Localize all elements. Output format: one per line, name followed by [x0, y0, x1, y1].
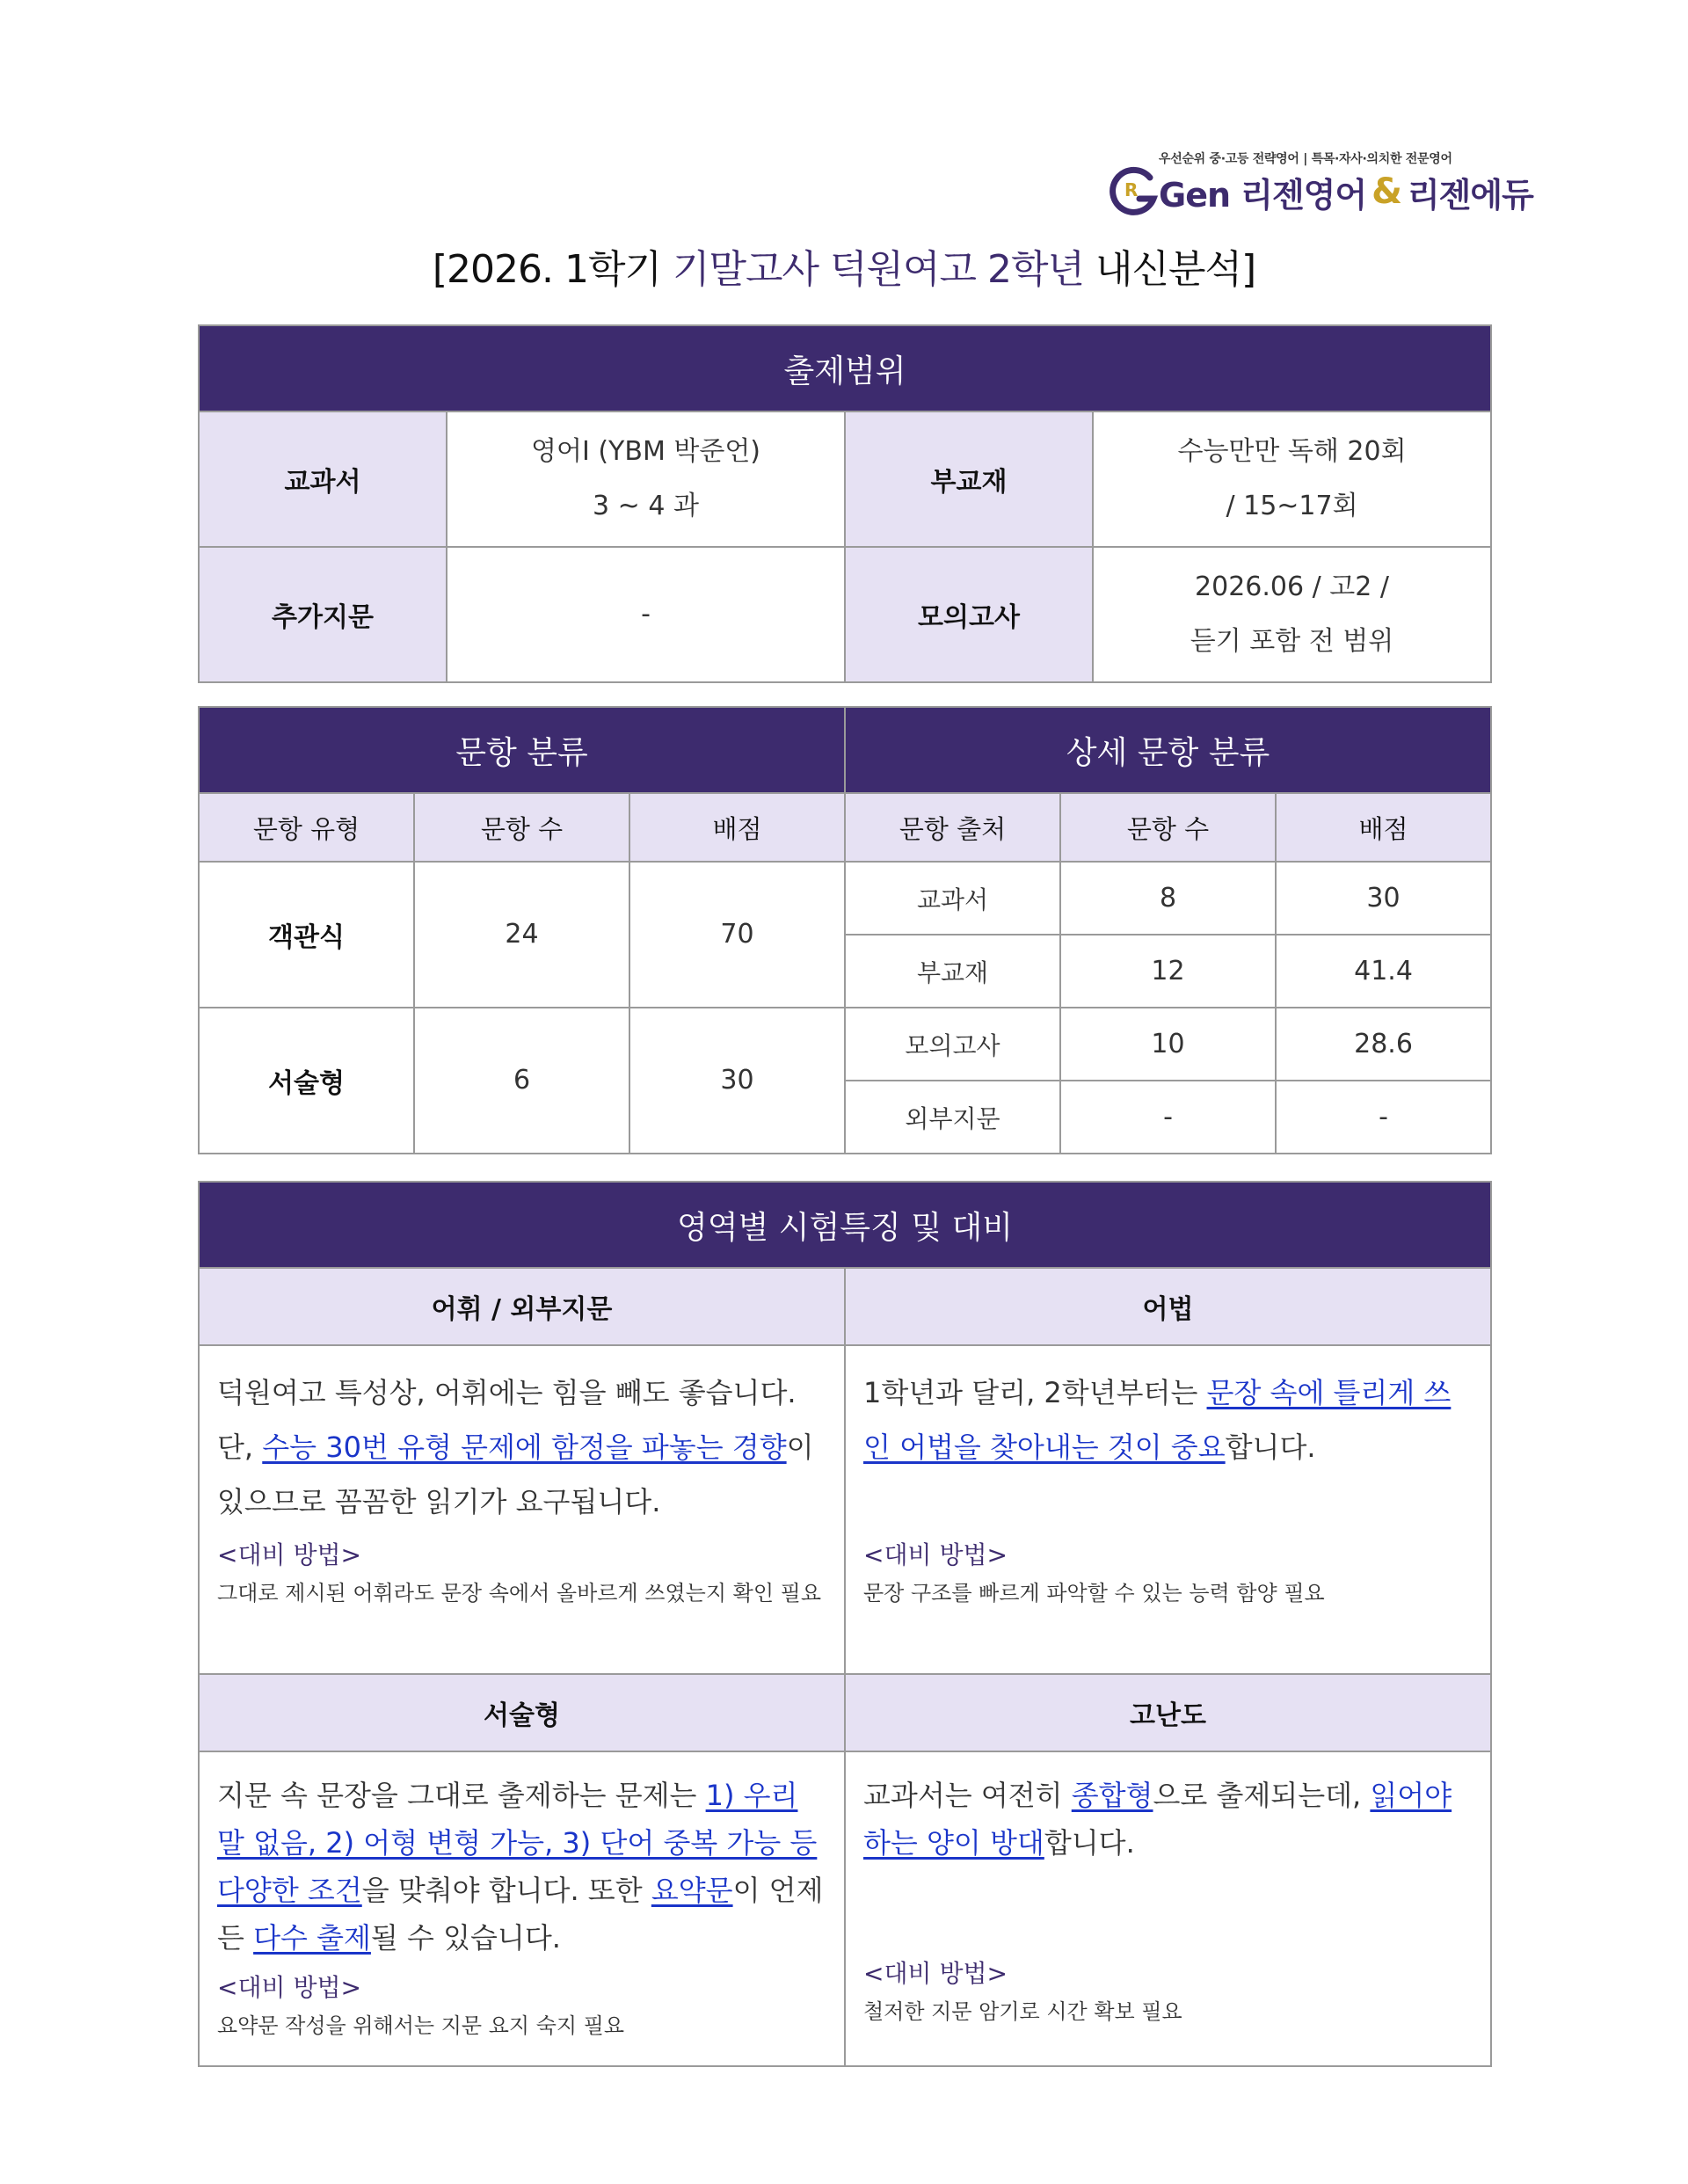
vocab-prep-body: 그대로 제시된 어휘라도 문장 속에서 올바르게 쓰였는지 확인 필요	[217, 1581, 821, 1605]
feature-difficulty-text	[863, 1772, 1471, 1867]
type-objective: 객관식	[199, 862, 414, 1008]
feature-title-essay: 서술형	[199, 1674, 845, 1751]
difficulty-prep-body: 철저한 지문 암기로 시간 확보 필요	[863, 1999, 1182, 2024]
essay-text-1: 지문 속 문장을 그대로 출제하는 문제는	[217, 1779, 706, 1812]
vocab-text-1: 덕원여고 특성상, 어휘에는 힘을 빼도 좋습니다. 단,	[217, 1376, 797, 1464]
logo-r-letter: R	[1124, 179, 1139, 200]
essay-prep-title: <대비 방법>	[217, 1973, 362, 2002]
classification-header: 문항 분류	[199, 707, 845, 793]
feature-vocab-text	[217, 1365, 825, 1529]
source-external: 외부지문	[845, 1081, 1060, 1154]
difficulty-prep-title: <대비 방법>	[863, 1959, 1008, 1988]
difficulty-text-1: 교과서는 여전히	[863, 1779, 1072, 1812]
type-essay: 서술형	[199, 1008, 414, 1154]
grammar-prep-title: <대비 방법>	[863, 1540, 1008, 1569]
grammar-prep-body: 문장 구조를 빠르게 파악할 수 있는 능력 함양 필요	[863, 1581, 1325, 1605]
essay-text-3: 이 언제든	[217, 1874, 824, 1955]
logo-g-icon	[1110, 165, 1162, 218]
source-mock: 모의고사	[845, 1008, 1060, 1081]
source-textbook: 교과서	[845, 862, 1060, 935]
essay-text-2: 을 맞춰야 합니다. 또한	[361, 1874, 651, 1907]
feature-essay-body	[199, 1751, 845, 2066]
source-textbook-score: 30	[1276, 862, 1491, 935]
col-header-source-count: 문항 수	[1060, 793, 1276, 862]
scope-textbook-line1: 영어I (YBM 박준언)	[530, 436, 761, 467]
scope-label-subtext: 부교재	[845, 411, 1093, 547]
col-header-type: 문항 유형	[199, 793, 414, 862]
col-header-source-score: 배점	[1276, 793, 1491, 862]
scope-value-mock	[1093, 547, 1491, 682]
logo-tagline: 우선순위 중·고등 전략영어 | 특목·자사·의치한 전문영어	[1159, 152, 1452, 166]
feature-vocab-body	[199, 1345, 845, 1674]
feature-grammar-body	[845, 1345, 1491, 1674]
col-header-score: 배점	[629, 793, 845, 862]
scope-value-textbook	[447, 411, 845, 547]
logo-name-regen-english: Gen 리젠영어	[1159, 175, 1367, 215]
scope-subtext-line2: / 15~17회	[1226, 491, 1358, 521]
difficulty-emphasis-combined: 종합형	[1071, 1779, 1153, 1812]
source-mock-score: 28.6	[1276, 1008, 1491, 1081]
difficulty-text-3: 합니다.	[1044, 1826, 1135, 1860]
essay-emphasis-multiple: 다수 출제	[253, 1921, 371, 1955]
scope-mock-line1: 2026.06 / 고2 /	[1195, 571, 1389, 602]
grammar-emphasis-link: 문장 속에 틀리게 쓰인 어법을 찾아내는 것이 중요	[863, 1376, 1452, 1464]
title-open: [2026. 1학기	[432, 247, 673, 292]
essay-text-4: 될 수 있습니다.	[370, 1921, 561, 1955]
type-essay-score: 30	[629, 1008, 845, 1154]
detail-classification-header: 상세 문항 분류	[845, 707, 1491, 793]
vocab-prep-title: <대비 방법>	[217, 1540, 362, 1569]
scope-value-subtext	[1093, 411, 1491, 547]
feature-essay-text	[217, 1772, 825, 1962]
title-close: 내신분석]	[1083, 247, 1256, 292]
brand-logo	[1110, 139, 1533, 222]
source-textbook-count: 8	[1060, 862, 1276, 935]
feature-title-difficulty: 고난도	[845, 1674, 1491, 1751]
vocab-text-2: 이 있으므로 꼼꼼한 읽기가 요구됩니다.	[217, 1431, 814, 1518]
grammar-text-1: 1학년과 달리, 2학년부터는	[863, 1376, 1207, 1409]
scope-textbook-line2: 3 ~ 4 과	[593, 491, 699, 521]
source-subtext: 부교재	[845, 935, 1060, 1008]
vocab-emphasis-link: 수능 30번 유형 문제에 함정을 파놓는 경향	[262, 1431, 787, 1464]
scope-subtext-line1: 수능만만 독해 20회	[1177, 436, 1407, 467]
title-highlight: 기말고사 덕원여고 2학년	[672, 247, 1084, 292]
type-objective-score: 70	[629, 862, 845, 1008]
essay-emphasis-summary: 요약문	[651, 1874, 733, 1907]
feature-grammar-text	[863, 1365, 1471, 1474]
type-objective-count: 24	[414, 862, 629, 1008]
essay-prep-body: 요약문 작성을 위해서는 지문 요지 숙지 필요	[217, 2013, 625, 2038]
source-mock-count: 10	[1060, 1008, 1276, 1081]
scope-label-textbook: 교과서	[199, 411, 447, 547]
scope-header: 출제범위	[199, 325, 1491, 411]
col-header-count: 문항 수	[414, 793, 629, 862]
scope-label-mock: 모의고사	[845, 547, 1093, 682]
type-essay-count: 6	[414, 1008, 629, 1154]
scope-mock-line2: 듣기 포함 전 범위	[1190, 626, 1394, 657]
logo-name-regen-edu: 리젠에듀	[1407, 175, 1533, 215]
exam-scope-table	[198, 324, 1492, 683]
source-external-count: -	[1060, 1081, 1276, 1154]
classification-table	[198, 706, 1492, 1154]
feature-title-vocab: 어휘 / 외부지문	[199, 1268, 845, 1345]
source-subtext-score: 41.4	[1276, 935, 1491, 1008]
source-external-score: -	[1276, 1081, 1491, 1154]
page-title	[0, 237, 1688, 294]
logo-ampersand: &	[1372, 171, 1402, 212]
features-table	[198, 1181, 1492, 2067]
difficulty-emphasis-volume: 읽어야 하는 양이 방대	[863, 1779, 1452, 1860]
difficulty-text-2: 으로 출제되는데,	[1153, 1779, 1371, 1812]
scope-label-extra: 추가지문	[199, 547, 447, 682]
source-subtext-count: 12	[1060, 935, 1276, 1008]
feature-difficulty-body	[845, 1751, 1491, 2066]
scope-value-extra: -	[447, 547, 845, 682]
essay-emphasis-conditions: 1) 우리말 없음, 2) 어형 변형 가능, 3) 단어 중복 가능 등 다양한 조건	[217, 1779, 818, 1907]
feature-title-grammar: 어법	[845, 1268, 1491, 1345]
grammar-text-2: 합니다.	[1225, 1431, 1316, 1464]
features-header: 영역별 시험특징 및 대비	[199, 1182, 1491, 1268]
col-header-source: 문항 출처	[845, 793, 1060, 862]
